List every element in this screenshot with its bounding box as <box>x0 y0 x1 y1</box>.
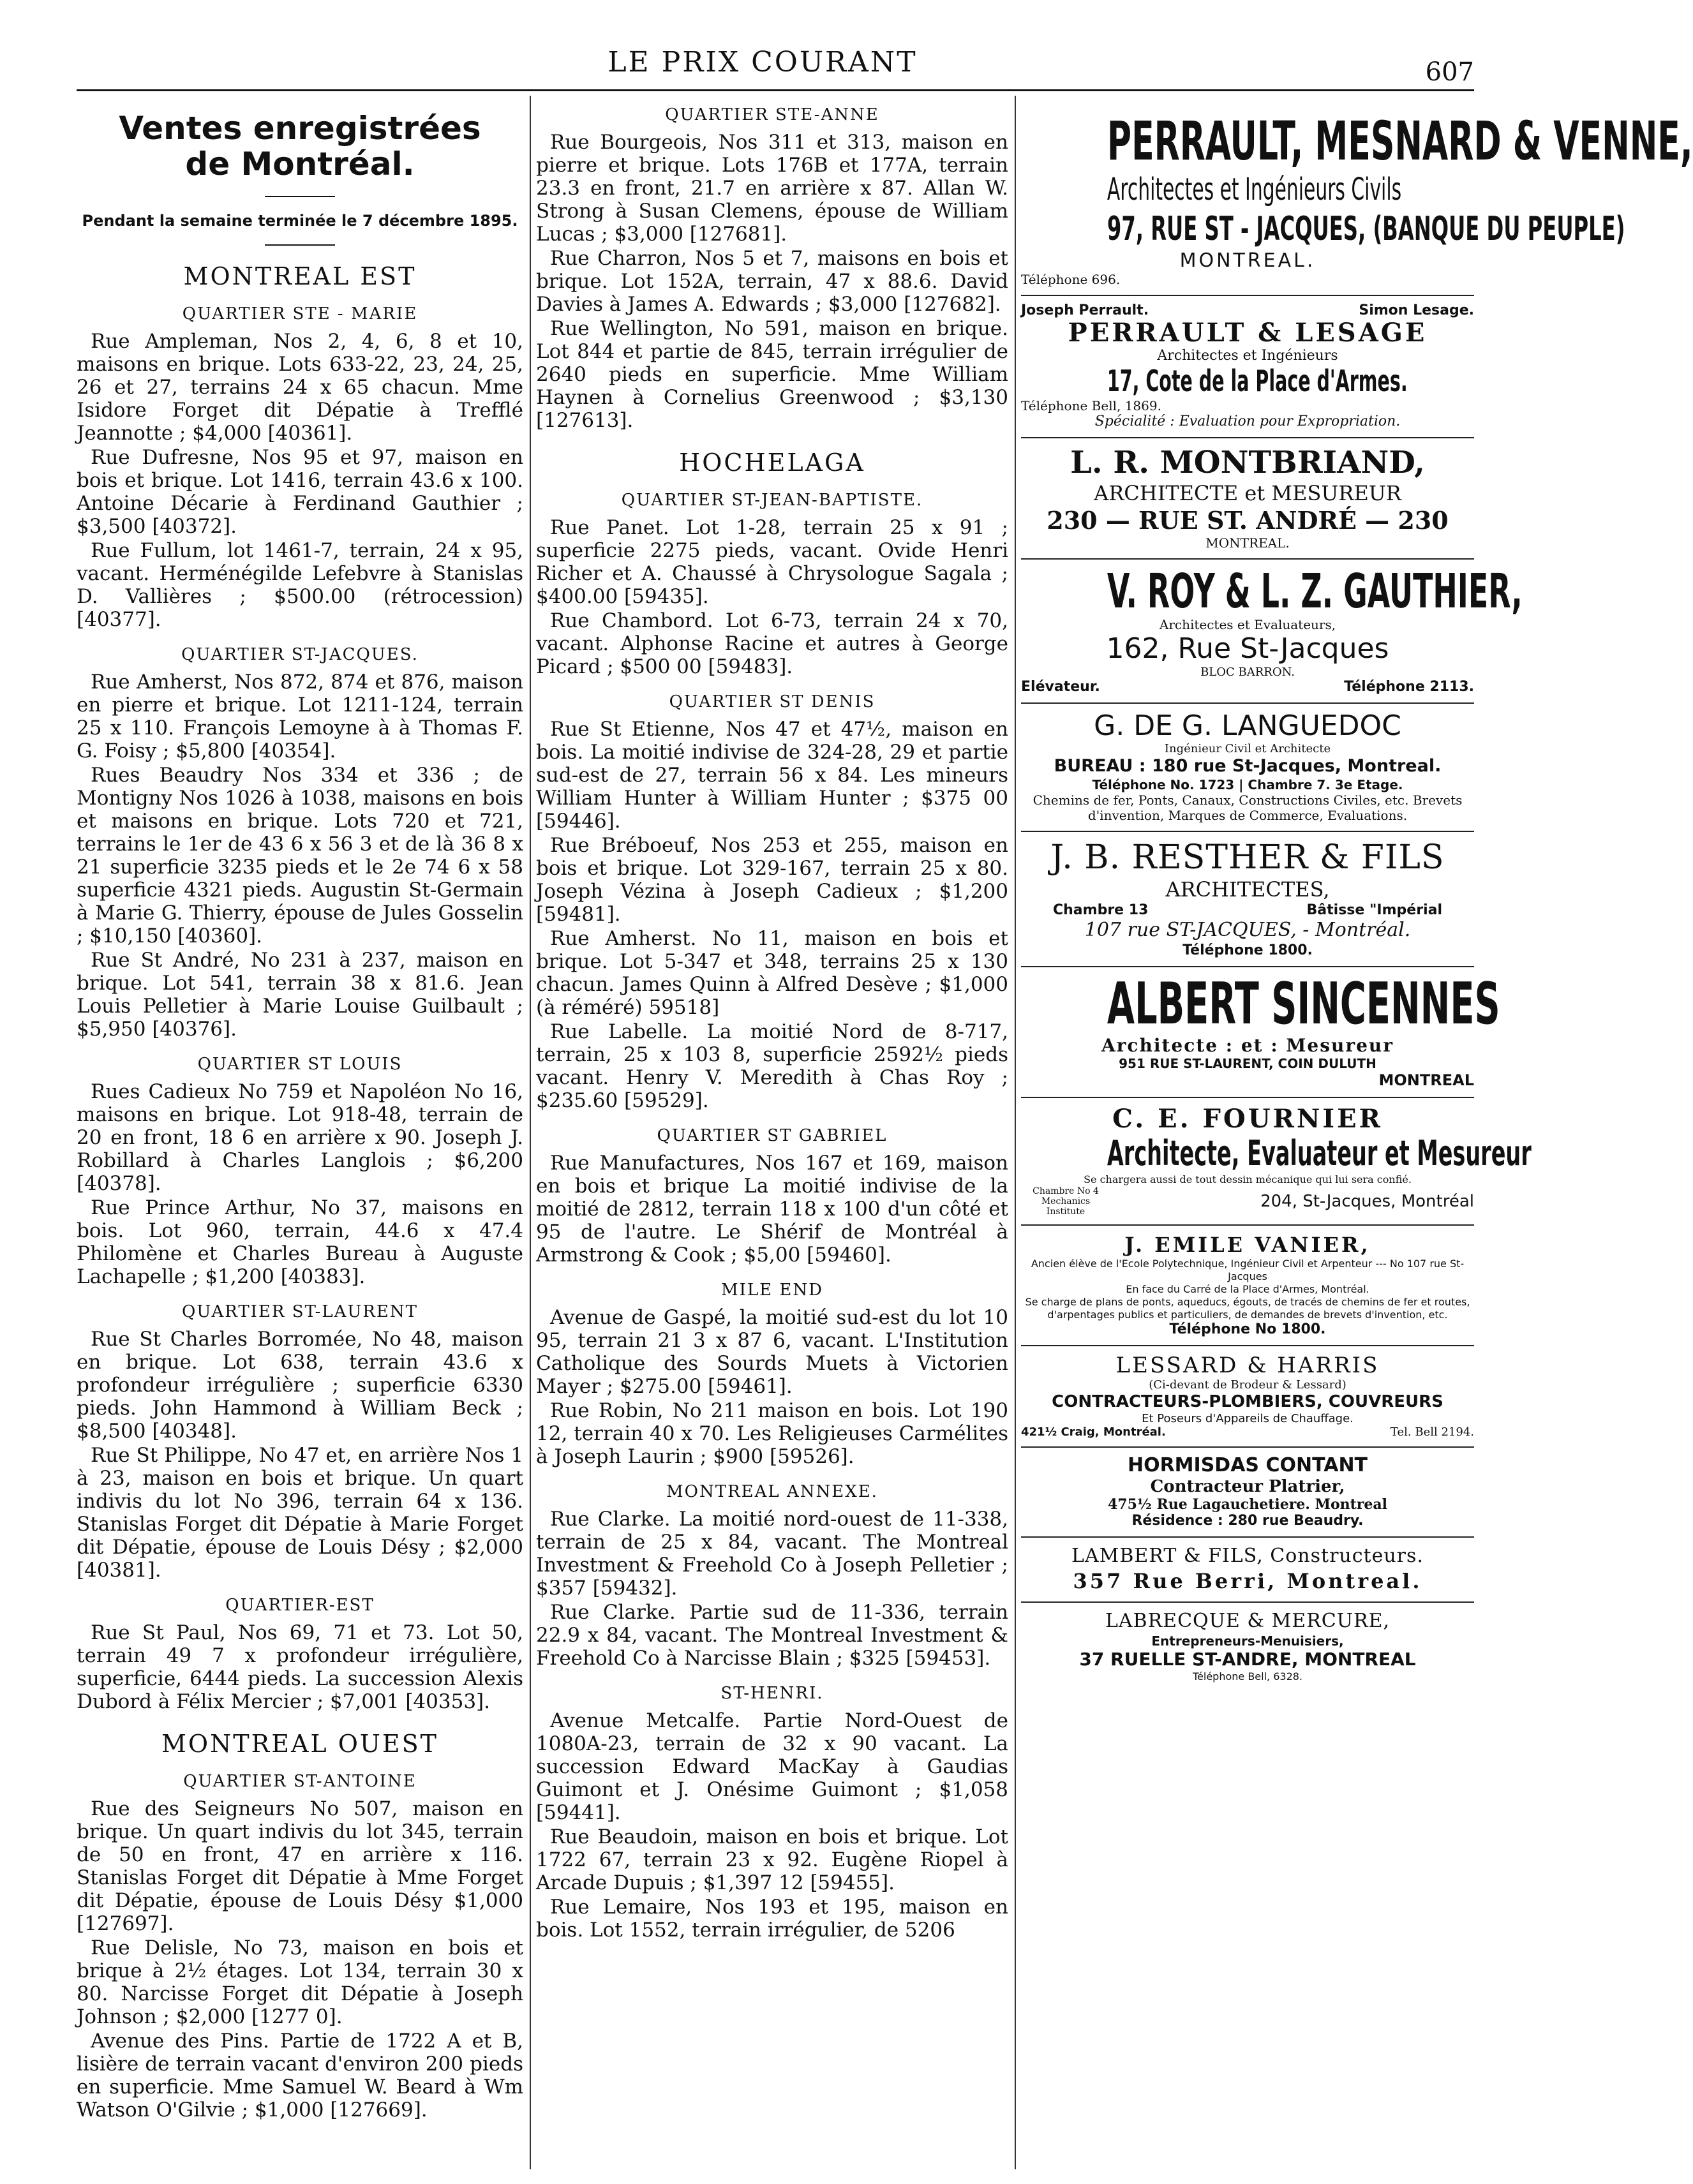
ad-line: CONTRACTEURS-PLOMBIERS, COUVREURS <box>1052 1392 1443 1411</box>
sale-entry: Rue Chambord. Lot 6-73, terrain 24 x 70, vacant. Alphonse Racine et autres à George Picard ; $500 00 [59483]. <box>536 609 1008 678</box>
sale-entry: Rue des Seigneurs No 507, maison en brique. Un quart indivis du lot 345, terrain de 50 en front, 47 en arrière x 116. Stanislas Forget dit Dépatie à Mme Forget dit Dépatie, épouse de Louis Désy $1,000 [127697]. <box>77 1797 523 1935</box>
sale-entry: Rue Dufresne, Nos 95 et 97, maison en bois et brique. Lot 1416, terrain 43.6 x 100. Antoine Décarie à Ferdinand Gauthier ; $3,500 [40372]. <box>77 446 523 538</box>
ad-name: PERRAULT, MESNARD & VENNE, <box>1107 110 1693 172</box>
column-divider <box>1015 96 1016 2169</box>
sale-entry: Rue Charron, Nos 5 et 7, maisons en bois et brique. Lot 152A, terrain, 47 x 88.6. David Davies à James A. Edwards ; $3,000 [127682]. <box>536 247 1008 316</box>
ad-perrault-lesage <box>1021 296 1474 438</box>
ad-line: Architecte : et : Mesureur <box>1101 1035 1394 1056</box>
ad-name: L. R. MONTBRIAND, <box>1070 445 1425 480</box>
ad-montbriand <box>1021 438 1474 560</box>
ad-address: 204, St-Jacques, Montréal <box>1260 1192 1474 1211</box>
sale-entry: Rues Cadieux No 759 et Napoléon No 16, maisons en brique. Lot 918-48, terrain de 20 en front, 18 6 en arrière x 90. Joseph J. Robillard à Charles Langlois ; $6,200 [40378]. <box>77 1080 523 1195</box>
ad-phone: Téléphone Bell, 6328. <box>1192 1670 1303 1683</box>
sale-entry: Rue St Paul, Nos 69, 71 et 73. Lot 50, terrain 49 7 x profondeur irrégulière, superficie, 6444 pieds. La succession Alexis Dubord à Félix Mercier ; $7,001 [40353]. <box>77 1621 523 1713</box>
article-title: Ventes enregistrées de Montréal. <box>119 110 481 182</box>
ad-room: Chambre 13 <box>1053 902 1149 918</box>
ad-building: Bâtisse "Impérial <box>1306 902 1442 918</box>
sale-entry: Avenue de Gaspé, la moitié sud-est du lot 10 95, terrain 21 3 x 87 6, vacant. L'Institution Catholique des Sourds Muets à Victorien Mayer ; $275.00 [59461]. <box>536 1306 1008 1398</box>
ad-resther <box>1021 832 1474 967</box>
sale-entry: Rue Prince Arthur, No 37, maisons en bois. Lot 960, terrain, 44.6 x 47.4 Philomène et Charles Bureau à Auguste Lachapelle ; $1,200 [40383]. <box>77 1196 523 1288</box>
column-2 <box>536 105 1008 2166</box>
column-1 <box>77 105 523 2166</box>
sale-entry: Avenue des Pins. Partie de 1722 A et B, lisière de terrain vacant d'environ 200 pieds en superficie. Mme Samuel W. Beard à Wm Watson O'Gilvie ; $1,000 [127669]. <box>77 2030 523 2121</box>
ad-address: 230 — RUE ST. ANDRÉ — 230 <box>1047 506 1449 535</box>
ad-address: 97, RUE ST - JACQUES, (BANQUE DU PEUPLE) <box>1107 210 1625 248</box>
ad-line: Contracteur Platrier, <box>1150 1477 1345 1496</box>
ad-name: V. ROY & L. Z. GAUTHIER, <box>1107 564 1523 619</box>
ad-lambert <box>1021 1538 1474 1603</box>
ad-address: 37 RUELLE ST-ANDRE, MONTREAL <box>1079 1649 1416 1670</box>
quarter-heading: QUARTIER ST-JEAN-BAPTISTE. <box>621 491 923 510</box>
ad-line: (Ci-devant de Brodeur & Lessard) <box>1149 1378 1346 1392</box>
sale-entry: Rue St Philippe, No 47 et, en arrière Nos 1 à 23, maison en bois et brique. Un quart indivis du lot No 396, terrain 64 x 136. Stanislas Forget dit Dépatie à Marie Forget dit Dépatie, épouse de Louis Désy ; $2,000 [40381]. <box>77 1444 523 1582</box>
sale-entry: Rue Delisle, No 73, maison en bois et brique à 2½ étages. Lot 134, terrain 30 x 80. Narcisse Forget dit Dépatie à Joseph Johnson ; $2,000 [1277 0]. <box>77 1936 523 2028</box>
sale-entry: Avenue Metcalfe. Partie Nord-Ouest de 1080A-23, terrain de 32 x 90 vacant. La succession Edward MacKay à Gaudias Guimont et J. Onésime Guimont ; $1,058 [59441]. <box>536 1709 1008 1824</box>
quarter-heading: QUARTIER ST DENIS <box>669 692 876 711</box>
sale-entry: Rue Wellington, No 591, maison en brique. Lot 844 et partie de 845, terrain irrégulier de 2640 pieds en superficie. Mme William Haynen à Cornelius Greenwood ; $3,130 [127613]. <box>536 317 1008 432</box>
ad-name: G. DE G. LANGUEDOC <box>1094 709 1401 742</box>
ad-phone: Téléphone 1800. <box>1182 942 1313 958</box>
ad-name: HORMISDAS CONTANT <box>1127 1454 1368 1476</box>
sale-entry: Rue Amherst, Nos 872, 874 et 876, maison en pierre et brique. Lot 1211-124, terrain 25 x 110. François Lemoyne à à Thomas F. G. Foisy ; $5,800 [40354]. <box>77 671 523 762</box>
sale-entry: Rue Beaudoin, maison en bois et brique. Lot 1722 67, terrain 23 x 92. Eugène Riopel à Arcade Dupuis ; $1,397 12 [59455]. <box>536 1825 1008 1894</box>
ad-phone: Téléphone No. 1723 | Chambre 7. 3e Etage. <box>1092 777 1403 792</box>
sale-entry: Rue Bourgeois, Nos 311 et 313, maison en pierre et brique. Lots 176B et 177A, terrain 23.3 en front, 21.7 en arrière x 87. Allan W. Strong à Susan Clemens, épouse de William Lucas ; $3,000 [127681]. <box>536 131 1008 246</box>
ad-line: Et Poseurs d'Appareils de Chauffage. <box>1142 1412 1354 1425</box>
ad-name: LABRECQUE & MERCURE, <box>1105 1610 1391 1632</box>
sale-entry: Rue Manufactures, Nos 167 et 169, maison en bois et brique La moitié indivise de la moitié de 2812, terrain 118 x 100 d'un côté et 95 de l'autre. Le Shérif de Montréal à Armstrong & Cook ; $5,00 [59460]. <box>536 1152 1008 1267</box>
quarter-heading: MILE END <box>721 1281 823 1300</box>
page-header <box>0 0 1525 89</box>
quarter-heading: QUARTIER ST GABRIEL <box>657 1126 888 1145</box>
header-rule <box>77 89 1474 91</box>
ad-line: ARCHITECTES, <box>1165 877 1330 902</box>
ad-contant <box>1021 1448 1474 1538</box>
sale-entry: Rues Beaudry Nos 334 et 336 ; de Montigny Nos 1026 à 1038, maisons en bois et maisons en brique. Lots 720 et 721, terrains le 1er de 43 6 x 56 3 et de là 36 8 x 21 superficie 3235 pieds et le 2e 74 6 x 58 superficie 4321 pieds. Augustin St-Germain à Marie G. Thierry, épouse de Jules Gosselin ; $10,150 [40360]. <box>77 764 523 947</box>
sale-entry: Rue Labelle. La moitié Nord de 8-717, terrain, 25 x 103 8, superficie 2592½ pieds vacant. Henry V. Meredith à Chas Roy ; $235.60 [59529]. <box>536 1020 1008 1112</box>
ad-person: Simon Lesage. <box>1359 302 1474 318</box>
sale-entry: Rue Robin, No 211 maison en bois. Lot 190 12, terrain 40 x 70. Les Religieuses Carmélites à Joseph Laurin ; $900 [59526]. <box>536 1399 1008 1468</box>
ad-bloc: BLOC BARRON. <box>1200 665 1295 679</box>
sale-entry: Rue Amherst. No 11, maison en bois et brique. Lot 5-347 et 348, terrains 25 x 130 chacun. James Quinn à Alfred Desève ; $1,000 (à réméré) 59518] <box>536 927 1008 1019</box>
ad-note: Elévateur. <box>1021 679 1100 695</box>
quarter-heading: QUARTIER ST-ANTOINE <box>183 1772 417 1791</box>
ad-phone: Téléphone 2113. <box>1344 679 1474 695</box>
quarter-heading: QUARTIER STE - MARIE <box>182 304 418 323</box>
ad-sincennes <box>1021 967 1500 1098</box>
ad-phone: Tel. Bell 2194. <box>1390 1425 1474 1439</box>
sale-entry: Rue Lemaire, Nos 193 et 195, maison en bois. Lot 1552, terrain irrégulier, de 5206 <box>536 1896 1008 1942</box>
ad-name: J. EMILE VANIER, <box>1124 1233 1371 1257</box>
ad-line: Ancien élève de l'Ecole Polytechnique, Ingénieur Civil et Arpenteur --- No 107 rue St-Jacques <box>1031 1258 1465 1282</box>
ad-phone: Téléphone Bell, 1869. <box>1021 398 1161 413</box>
ad-phone: Téléphone No 1800. <box>1169 1321 1326 1337</box>
ad-roy-gauthier <box>1021 560 1523 704</box>
sale-entry: Rue Bréboeuf, Nos 253 et 255, maison en bois et brique. Lot 329-167, terrain 25 x 80. Joseph Vézina à Joseph Cadieux ; $1,200 [59481]. <box>536 834 1008 926</box>
ad-line: Entrepreneurs-Menuisiers, <box>1151 1633 1344 1649</box>
ad-line: Architectes et Evaluateurs, <box>1159 617 1336 632</box>
ad-address: 475½ Rue Lagauchetiere. Montreal <box>1107 1496 1387 1513</box>
ad-address: 107 rue ST-JACQUES, - Montréal. <box>1084 919 1411 941</box>
ad-residence: Résidence : 280 rue Beaudry. <box>1131 1513 1364 1529</box>
ad-line: Ingénieur Civil et Architecte <box>1164 742 1331 755</box>
sale-entry: Rue Fullum, lot 1461-7, terrain, 24 x 95, vacant. Herménégilde Lefebvre à Stanislas D. Vallières ; $500.00 (rétrocession) [40377]. <box>77 539 523 631</box>
ad-line: Architectes et Ingénieurs <box>1157 348 1338 364</box>
article-subtitle: Pendant la semaine terminée le 7 décembre 1895. <box>82 212 518 230</box>
ad-city: MONTREAL. <box>1205 535 1290 551</box>
ad-line: Architecte, Evaluateur et Mesureur <box>1107 1133 1532 1173</box>
advertisements-column <box>1021 105 1693 2166</box>
ad-name: LESSARD & HARRIS <box>1115 1353 1380 1378</box>
divider <box>265 196 335 197</box>
sale-entry: Rue Clarke. La moitié nord-ouest de 11-338, terrain de 25 x 84, vacant. The Montreal Investment & Freehold Co à Joseph Pelletier ; $357 [59432]. <box>536 1508 1008 1600</box>
ad-name: ALBERT SINCENNES <box>1107 970 1500 1037</box>
ad-lessard-harris <box>1021 1346 1474 1448</box>
quarter-heading: QUARTIER-EST <box>225 1596 375 1615</box>
sale-entry: Rue Clarke. Partie sud de 11-336, terrain 22.9 x 84, vacant. The Montreal Investment & Freehold Co à Narcisse Blain ; $325 [59453]. <box>536 1601 1008 1670</box>
sale-entry: Rue St André, No 231 à 237, maison en brique. Lot 541, terrain 38 x 81.6. Jean Louis Pelletier à Marie Louise Guilbault ; $5,950 [40376]. <box>77 949 523 1041</box>
section-heading: MONTREAL OUEST <box>161 1730 439 1758</box>
ad-address: BUREAU : 180 rue St-Jacques, Montreal. <box>1054 756 1442 776</box>
quarter-heading: QUARTIER ST LOUIS <box>197 1055 403 1074</box>
ad-note: Se chargera aussi de tout dessin mécanique qui lui sera confié. <box>1084 1173 1412 1185</box>
section-heading: MONTREAL EST <box>183 262 417 290</box>
sale-entry: Rue St Charles Borromée, No 48, maison en brique. Lot 638, terrain 43.6 x profondeur irrégulière ; superficie 6330 pieds. John Hammond à William Beck ; $8,500 [40348]. <box>77 1328 523 1443</box>
divider <box>265 244 335 246</box>
running-title: LE PRIX COURANT <box>608 46 918 78</box>
sale-entry: Rue Ampleman, Nos 2, 4, 6, 8 et 10, maisons en brique. Lots 633-22, 23, 24, 25, 26 et 27, terrains 24 x 65 chacun. Mme Isidore Forget dit Dépatie à Trefflé Jeannotte ; $4,000 [40361]. <box>77 330 523 445</box>
quarter-heading: QUARTIER ST-JACQUES. <box>181 645 419 664</box>
ad-name: PERRAULT & LESAGE <box>1068 318 1428 348</box>
ad-city: MONTREAL <box>1378 1071 1474 1089</box>
ad-vanier <box>1021 1226 1474 1346</box>
ad-address: 951 RUE ST-LAURENT, COIN DULUTH <box>1119 1056 1376 1071</box>
ad-line: Architectes et Ingénieurs Civils <box>1107 172 1402 207</box>
section-heading: HOCHELAGA <box>679 449 865 477</box>
sale-entry: Rue Panet. Lot 1-28, terrain 25 x 91 ; superficie 2275 pieds, vacant. Ovide Henri Richer et A. Chaussé à Chrysologue Sagala ; $400.00 [59435]. <box>536 516 1008 608</box>
ad-name: J. B. RESTHER & FILS <box>1050 838 1445 877</box>
ad-specialty: Spécialité : Evaluation pour Expropriation. <box>1094 413 1401 429</box>
page-number: 607 <box>1425 57 1474 87</box>
ad-room: Chambre No 4 Mechanics Institute <box>1033 1186 1099 1217</box>
ad-services: Se charge de plans de ponts, aqueducs, égouts, de tracés de chemins de fer et routes, d'arpentages publics et particuliers, de demandes de brevets d'invention, etc. <box>1025 1296 1470 1321</box>
quarter-heading: QUARTIER STE-ANNE <box>665 105 879 124</box>
ad-address: 162, Rue St-Jacques <box>1106 632 1389 665</box>
ad-line: ARCHITECTE et MESUREUR <box>1094 481 1401 505</box>
ad-name: LAMBERT & FILS, Constructeurs. <box>1071 1545 1424 1567</box>
ad-phone: Téléphone 696. <box>1021 272 1121 287</box>
ad-address: 421½ Craig, Montréal. <box>1021 1425 1166 1439</box>
ad-line: En face du Carré de la Place d'Armes, Montréal. <box>1126 1283 1369 1295</box>
ad-services: Chemins de fer, Ponts, Canaux, Constructions Civiles, etc. Brevets d'invention, Marques de Commerce, Evaluations. <box>1033 792 1463 823</box>
ad-name: C. E. FOURNIER <box>1112 1104 1383 1134</box>
ad-fournier <box>1021 1098 1532 1226</box>
quarter-heading: QUARTIER ST-LAURENT <box>182 1302 418 1321</box>
ad-languedoc <box>1021 704 1474 832</box>
ad-address: 357 Rue Berri, Montreal. <box>1073 1569 1422 1593</box>
ad-labrecque <box>1021 1603 1474 1690</box>
ad-address: 17, Cote de la Place d'Armes. <box>1107 364 1408 398</box>
ad-perrault-mesnard <box>1021 105 1693 296</box>
ad-city: MONTREAL. <box>1179 249 1316 272</box>
sale-entry: Rue St Etienne, Nos 47 et 47½, maison en bois. La moitié indivise de 324-28, 29 et partie sud-est de 27, terrain 56 x 84. Les mineurs William Hunter à William Hunter ; $375 00 [59446]. <box>536 718 1008 833</box>
quarter-heading: MONTREAL ANNEXE. <box>666 1482 878 1501</box>
quarter-heading: ST-HENRI. <box>720 1684 824 1703</box>
ad-person: Joseph Perrault. <box>1021 302 1149 318</box>
column-divider <box>530 96 531 2169</box>
